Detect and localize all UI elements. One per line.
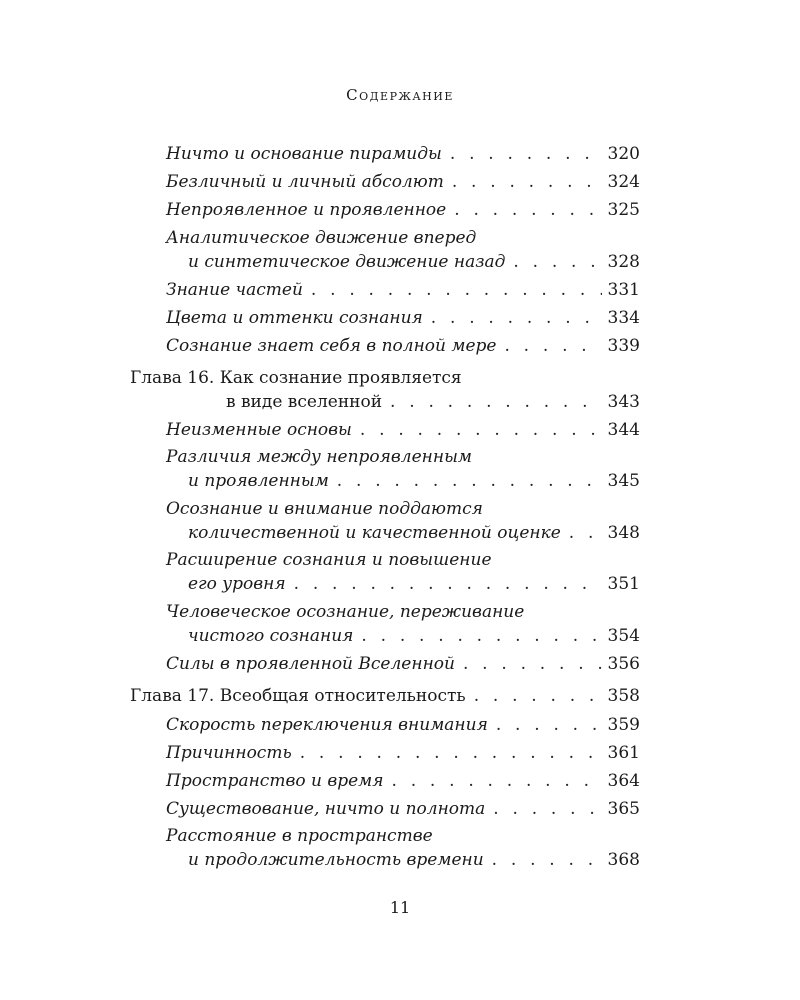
toc-entry[interactable] bbox=[130, 447, 640, 493]
toc-entry-page: 325 bbox=[607, 200, 640, 220]
toc-entry[interactable] bbox=[130, 550, 640, 596]
dot-leader bbox=[513, 250, 601, 274]
toc-entry[interactable] bbox=[130, 713, 640, 737]
toc-entry-page: 331 bbox=[607, 280, 640, 300]
dot-leader bbox=[300, 741, 602, 765]
toc-entry-title-line1: Осознание и внимание поддаются bbox=[166, 499, 483, 519]
dot-leader bbox=[474, 684, 602, 708]
toc-entry-title: Цвета и оттенки сознания bbox=[166, 308, 423, 328]
toc-entry-title: Пространство и время bbox=[166, 771, 384, 791]
dot-leader bbox=[311, 278, 602, 302]
dot-leader bbox=[294, 572, 602, 596]
toc-entry-title: Существование, ничто и полнота bbox=[166, 799, 486, 819]
dot-leader bbox=[337, 469, 602, 493]
dot-leader bbox=[463, 652, 602, 676]
dot-leader bbox=[452, 170, 602, 194]
toc-entry[interactable] bbox=[130, 602, 640, 648]
toc-entry[interactable] bbox=[130, 418, 640, 442]
toc-entry-title: и проявленным bbox=[188, 471, 329, 491]
toc-entry-page: 359 bbox=[607, 715, 640, 735]
toc-entry-title: Силы в проявленной Вселенной bbox=[166, 654, 455, 674]
toc-entry-title: количественной и качественной оценке bbox=[188, 523, 561, 543]
toc-entry[interactable] bbox=[130, 826, 640, 872]
toc-entry[interactable] bbox=[130, 652, 640, 676]
toc-entry-title: его уровня bbox=[188, 574, 286, 594]
dot-leader bbox=[492, 848, 602, 872]
dot-leader bbox=[569, 521, 602, 545]
toc-entry[interactable] bbox=[130, 228, 640, 274]
toc-entry[interactable] bbox=[130, 198, 640, 222]
toc-entry-page: 334 bbox=[607, 308, 640, 328]
toc-entry-page: 343 bbox=[607, 392, 640, 412]
dot-leader bbox=[496, 713, 602, 737]
toc-entry-page: 320 bbox=[607, 144, 640, 164]
toc-entry-title-line1: Расширение сознания и повышение bbox=[166, 550, 492, 570]
page-header: Содержание bbox=[346, 86, 454, 104]
dot-leader bbox=[390, 390, 602, 414]
toc-entry-title-line1: Человеческое осознание, переживание bbox=[166, 602, 525, 622]
toc-chapter-title-line1: Глава 16. Как сознание проявляется bbox=[130, 368, 462, 388]
toc-entry-title-line1: Расстояние в пространстве bbox=[166, 826, 433, 846]
dot-leader bbox=[431, 306, 602, 330]
toc-entry-title: Ничто и основание пирамиды bbox=[166, 144, 442, 164]
toc-entry[interactable] bbox=[130, 142, 640, 166]
dot-leader bbox=[392, 769, 602, 793]
dot-leader bbox=[361, 624, 601, 648]
toc-entry-title: Безличный и личный абсолют bbox=[166, 172, 444, 192]
toc-entry-page: 358 bbox=[607, 686, 640, 706]
toc-entry-title: Знание частей bbox=[166, 280, 303, 300]
toc-entry[interactable] bbox=[130, 334, 640, 358]
toc-entry-page: 354 bbox=[607, 626, 640, 646]
toc-entry-page: 356 bbox=[607, 654, 640, 674]
toc-entry[interactable] bbox=[130, 306, 640, 330]
dot-leader bbox=[504, 334, 601, 358]
toc-entry-page: 324 bbox=[607, 172, 640, 192]
toc-entry-page: 364 bbox=[607, 771, 640, 791]
dot-leader bbox=[454, 198, 601, 222]
dot-leader bbox=[493, 797, 601, 821]
toc-entry-title: и синтетическое движение назад bbox=[188, 252, 506, 272]
toc-entry-title-line1: Аналитическое движение вперед bbox=[166, 228, 477, 248]
toc-entry-title: Скорость переключения внимания bbox=[166, 715, 488, 735]
toc-chapter-title: в виде вселенной bbox=[226, 392, 383, 412]
toc-chapter-entry[interactable] bbox=[130, 684, 640, 708]
toc-entry-page: 328 bbox=[607, 252, 640, 272]
dot-leader bbox=[450, 142, 602, 166]
toc-entry[interactable] bbox=[130, 741, 640, 765]
toc-entry-title: Причинность bbox=[166, 743, 292, 763]
toc-entry-page: 348 bbox=[607, 523, 640, 543]
toc-entry-title: Неизменные основы bbox=[166, 420, 352, 440]
page-number: 11 bbox=[389, 898, 411, 917]
toc-entry[interactable] bbox=[130, 797, 640, 821]
dot-leader bbox=[360, 418, 602, 442]
toc-entry-page: 344 bbox=[607, 420, 640, 440]
toc-entry-page: 339 bbox=[607, 336, 640, 356]
toc-chapter-title: Глава 17. Всеобщая относительность bbox=[130, 686, 466, 706]
toc-entry-page: 361 bbox=[607, 743, 640, 763]
toc-chapter-entry[interactable] bbox=[130, 368, 640, 414]
toc-entry-title-line1: Различия между непроявленным bbox=[166, 447, 473, 467]
toc-entry[interactable] bbox=[130, 499, 640, 545]
toc-entry-page: 345 bbox=[607, 471, 640, 491]
toc-entry-page: 368 bbox=[607, 850, 640, 870]
toc-entry-title: Сознание знает себя в полной мере bbox=[166, 336, 497, 356]
toc-entry[interactable] bbox=[130, 278, 640, 302]
toc-entry[interactable] bbox=[130, 769, 640, 793]
toc-entry-page: 351 bbox=[607, 574, 640, 594]
toc-entry-page: 365 bbox=[607, 799, 640, 819]
toc-entry-title: Непроявленное и проявленное bbox=[166, 200, 447, 220]
toc-entry-title: и продолжительность времени bbox=[188, 850, 484, 870]
toc-entry[interactable] bbox=[130, 170, 640, 194]
toc-entry-title: чистого сознания bbox=[188, 626, 354, 646]
